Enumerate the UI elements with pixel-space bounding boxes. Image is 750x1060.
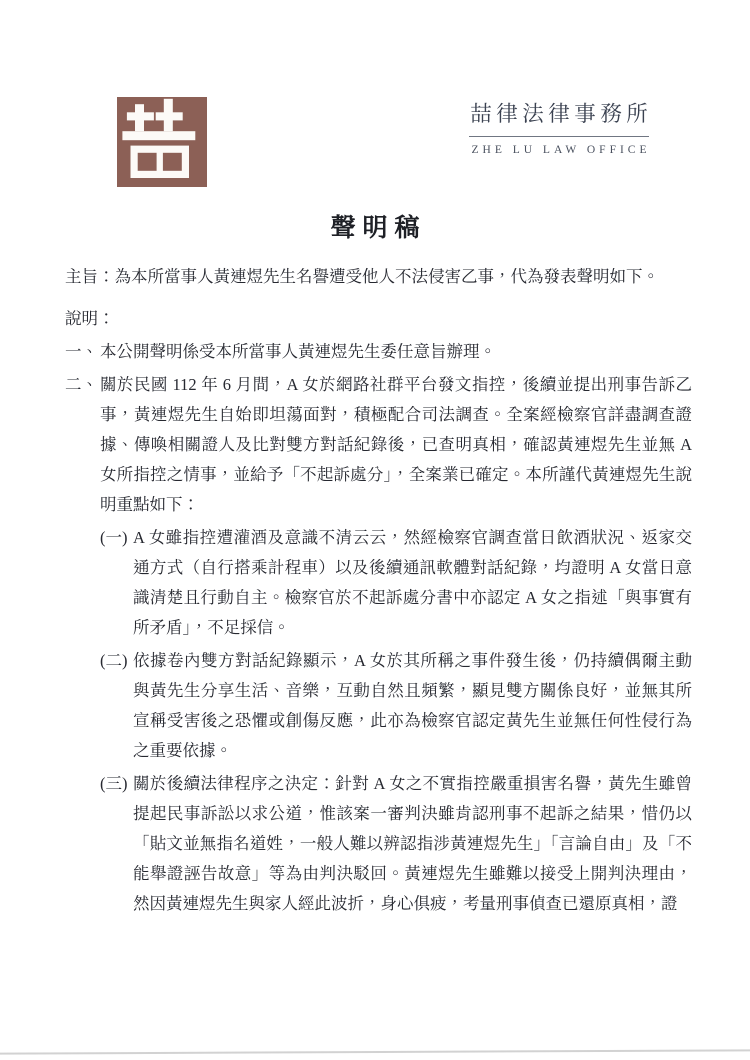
point-item-1 xyxy=(65,337,692,367)
subpoint-marker: (一) xyxy=(100,528,128,547)
subpoint-item-3 xyxy=(65,769,692,919)
subject-line xyxy=(65,262,692,292)
point-marker: 一、 xyxy=(65,342,98,361)
firm-name-block xyxy=(469,101,653,156)
point-marker: 二、 xyxy=(65,375,98,394)
statement-title: 聲明稿 xyxy=(330,215,427,242)
letterhead xyxy=(0,0,750,187)
point-text: 本公開聲明係受本所當事人黃連煜先生委任意旨辦理。 xyxy=(100,342,496,361)
subpoint-item-2 xyxy=(65,646,692,766)
scan-page-edge-line xyxy=(0,1049,750,1054)
subpoint-marker: (三) xyxy=(100,774,128,793)
subpoint-marker: (二) xyxy=(100,651,128,670)
explanation-label: 說明： xyxy=(65,309,115,328)
point-text: 關於民國 112 年 6 月間，A 女於網路社群平台發文指控，後續並提出刑事告訴乙事，黃連煜先生自始即坦蕩面對，積極配合司法調查。全案經檢察官詳盡調查證據、傳喚相關證人及比對雙方對話紀錄後，已查明真相，確認黃連煜先生並無 A 女所指控之情事，並給予「不起訴處分」，全案業已確定。本所謹代黃連煜先生說明重點如下： xyxy=(100,375,692,514)
subpoint-text: A 女雖指控遭灌酒及意識不清云云，然經檢察官調查當日飲酒狀況、返家交通方式（自行搭乘計程車）以及後續通訊軟體對話紀錄，均證明 A 女當日意識清楚且行動自主。檢察官於不起訴處分書中亦認定 A 女之指述「與事實有所矛盾」，不足採信。 xyxy=(133,528,692,637)
subject-text: 為本所當事人黃連煜先生名譽遭受他人不法侵害乙事，代為發表聲明如下。 xyxy=(114,267,659,286)
subpoint-item-1 xyxy=(65,523,692,643)
statement-body xyxy=(0,210,750,919)
subpoint-text: 關於後續法律程序之決定：針對 A 女之不實指控嚴重損害名譽，黃先生雖曾提起民事訴訟以求公道，惟該案一審判決雖肯認刑事不起訴之結果，惜仍以「貼文並無指名道姓，一般人難以辨認指涉黃連煜先生」「言論自由」及「不能舉證誣告故意」等為由判決駁回。黃連煜先生雖難以接受上開判決理由，然因黃連煜先生與家人經此波折，身心俱疲，考量刑事偵查已還原真相，證 xyxy=(133,774,692,913)
firm-name-zh: 喆律法律事務所 xyxy=(470,102,653,126)
subpoint-text: 依據卷內雙方對話紀錄顯示，A 女於其所稱之事件發生後，仍持續偶爾主動與黃先生分享生活、音樂，互動自然且頻繁，顯見雙方關係良好，並無其所宣稱受害後之恐懼或創傷反應，此亦為檢察官認定黃先生並無任何性侵行為之重要依據。 xyxy=(133,651,692,760)
subject-label: 主旨： xyxy=(65,267,115,286)
law-firm-logo-icon xyxy=(117,97,207,187)
point-item-2 xyxy=(65,370,692,520)
letterhead-divider xyxy=(469,136,649,137)
firm-name-en: ZHE LU LAW OFFICE xyxy=(471,144,651,156)
